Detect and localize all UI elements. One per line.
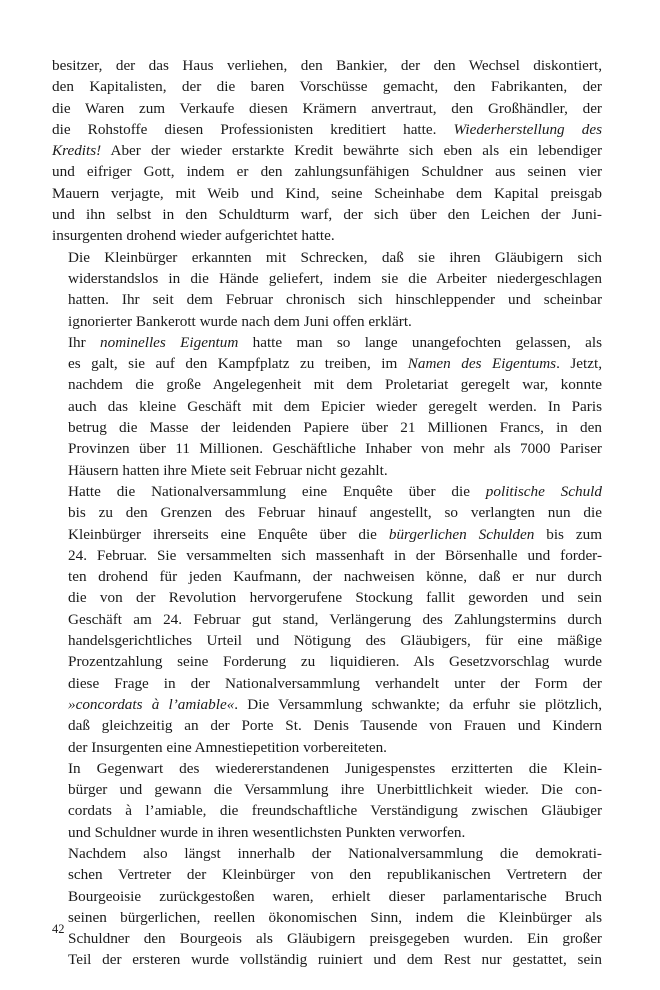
text-run: nachdem die große Angelegenheit mit dem Proletariat geregelt war, konnte bbox=[68, 376, 602, 394]
text-run: . Die Versammlung schwankte; da erfuhr sie plötzlich, bbox=[234, 695, 602, 713]
text-run: den Kapitalisten, der die baren Vorschüsse gemacht, den Fabrikanten, der bbox=[52, 78, 602, 96]
text-line bbox=[52, 864, 602, 885]
text-line bbox=[52, 289, 602, 310]
text-line bbox=[52, 822, 602, 843]
text-run: Teil der ersteren wurde vollständig ruiniert und dem Rest nur gestattet, sein bbox=[68, 951, 602, 969]
text-line bbox=[52, 843, 602, 864]
text-run: . Jetzt, bbox=[556, 355, 602, 373]
text-line bbox=[52, 204, 602, 225]
paragraph bbox=[52, 843, 602, 971]
text-line bbox=[52, 673, 602, 694]
text-run: Geschäft am 24. Februar gut stand, Verlängerung des Zahlungstermins durch bbox=[68, 610, 602, 628]
emphasis-text: bürgerlichen Schulden bbox=[388, 525, 535, 543]
text-run: ignorierter Bankerott wurde nach dem Juni offen erklärt. bbox=[68, 312, 412, 330]
text-line bbox=[52, 886, 602, 907]
emphasis-text: Kredits! bbox=[52, 142, 102, 160]
text-run: Hatte die Nationalversammlung eine Enquête über die bbox=[68, 482, 486, 500]
text-run: seinen bürgerlichen, reellen ökonomischen Sinn, indem die Kleinbürger als bbox=[68, 908, 602, 926]
paragraph bbox=[52, 758, 602, 843]
text-line bbox=[52, 949, 602, 970]
text-line bbox=[52, 119, 602, 140]
text-line bbox=[52, 630, 602, 651]
text-run: daß gleichzeitig an der Porte St. Denis Tausende von Frauen und Kindern bbox=[68, 717, 602, 735]
text-run: und ihn selbst in den Schuldturm warf, der sich über den Leichen der Juni- bbox=[52, 206, 602, 224]
text-run: hatte man so lange unangefochten gelassen, als bbox=[238, 333, 602, 351]
text-line bbox=[52, 247, 602, 268]
text-run: Kleinbürger ihrerseits eine Enquête über die bbox=[68, 525, 389, 543]
emphasis-text: Namen des Eigentums bbox=[407, 355, 557, 373]
text-line bbox=[52, 481, 602, 502]
text-line bbox=[52, 460, 602, 481]
paragraph bbox=[52, 332, 602, 481]
text-run: Die Kleinbürger erkannten mit Schrecken, daß sie ihren Gläubigern sich bbox=[68, 248, 602, 266]
text-run: Provinzen über 11 Millionen. Geschäftliche Inhaber von mehr als 7000 Pariser bbox=[68, 440, 602, 458]
text-run: bürger und gewann die Versammlung ihre Unerbittlichkeit wieder. Die con- bbox=[68, 781, 602, 799]
text-line bbox=[52, 566, 602, 587]
text-run: Nachdem also längst innerhalb der Nationalversammlung die demokrati- bbox=[68, 844, 602, 862]
text-line bbox=[52, 651, 602, 672]
text-run: besitzer, der das Haus verliehen, den Bankier, der den Wechsel diskontiert, bbox=[52, 57, 602, 74]
text-run: auch das kleine Geschäft mit dem Epicier wieder geregelt werden. In Paris bbox=[68, 397, 602, 415]
emphasis-text: Wiederherstellung des bbox=[453, 120, 603, 138]
text-run: widerstandslos in die Hände geliefert, indem sie die Arbeiter niedergeschlagen bbox=[68, 269, 602, 287]
text-run: Prozentzahlung seine Forderung zu liquidieren. Als Gesetzvorschlag wurde bbox=[68, 653, 602, 671]
text-line bbox=[52, 545, 602, 566]
text-run: bis zum bbox=[534, 525, 603, 543]
paragraph bbox=[52, 55, 602, 247]
emphasis-text: nominelles Eigentum bbox=[100, 333, 239, 351]
text-line bbox=[52, 502, 602, 523]
text-line bbox=[52, 268, 602, 289]
text-line bbox=[52, 737, 602, 758]
text-line bbox=[52, 98, 602, 119]
text-line bbox=[52, 715, 602, 736]
text-line bbox=[52, 587, 602, 608]
text-line bbox=[52, 311, 602, 332]
text-run: betrug die Masse der leidenden Papiere über 21 Millionen Francs, in den bbox=[68, 419, 602, 437]
emphasis-text: politische Schuld bbox=[485, 482, 602, 500]
text-line bbox=[52, 928, 602, 949]
paragraph bbox=[52, 481, 602, 758]
text-line bbox=[52, 417, 602, 438]
text-line bbox=[52, 800, 602, 821]
text-run: Schuldner den Bourgeois als Gläubigern preisgegeben wurden. Ein großer bbox=[68, 930, 602, 948]
text-run: die Waren zum Verkaufe diesen Krämern anvertraut, den Großhändler, der bbox=[52, 99, 602, 117]
text-run: und eifriger Gott, indem er den zahlungsunfähigen Schuldner aus seinen vier bbox=[52, 163, 602, 181]
text-line bbox=[52, 225, 602, 246]
text-line bbox=[52, 758, 602, 779]
text-run: insurgenten drohend wieder aufgerichtet hatte. bbox=[52, 227, 335, 245]
text-run: und Schuldner wurde in ihren wesentlichsten Punkten verworfen. bbox=[68, 823, 466, 841]
text-line bbox=[52, 353, 602, 374]
text-line bbox=[52, 779, 602, 800]
body-text bbox=[52, 55, 602, 971]
text-run: 24. Februar. Sie versammelten sich massenhaft in der Börsenhalle und forder- bbox=[68, 546, 602, 564]
text-line bbox=[52, 907, 602, 928]
text-run: Bourgeoisie zurückgestoßen waren, erhielt dieser parlamentarische Bruch bbox=[68, 887, 602, 905]
text-run: die Rohstoffe diesen Professionisten kreditiert hatte. bbox=[52, 120, 454, 138]
text-run: bis zu den Grenzen des Februar hinauf angestellt, so verlangten nun die bbox=[68, 504, 602, 522]
page-number: 42 bbox=[52, 922, 65, 936]
text-run: diese Frage in der Nationalversammlung verhandelt unter der Form der bbox=[68, 674, 602, 692]
text-line bbox=[52, 396, 602, 417]
paragraph bbox=[52, 247, 602, 332]
text-run: cordats à l’amiable, die freundschaftliche Verständigung zwischen Gläubiger bbox=[68, 802, 602, 820]
text-line bbox=[52, 694, 602, 715]
text-run: der Insurgenten eine Amnestiepetition vorbereiteten. bbox=[68, 738, 387, 756]
text-line bbox=[52, 55, 602, 76]
emphasis-text: »concordats à l’amiable« bbox=[68, 695, 235, 713]
text-run: es galt, sie auf den Kampfplatz zu treiben, im bbox=[68, 355, 408, 373]
text-line bbox=[52, 140, 602, 161]
text-line bbox=[52, 332, 602, 353]
text-run: In Gegenwart des wiedererstandenen Junigespenstes erzitterten die Klein- bbox=[68, 759, 602, 777]
text-run: hatten. Ihr seit dem Februar chronisch sich hinschleppender und scheinbar bbox=[68, 291, 602, 309]
text-run: Ihr bbox=[68, 333, 101, 351]
text-line bbox=[52, 161, 602, 182]
text-run: handelsgerichtliches Urteil und Nötigung des Gläubigers, für eine mäßige bbox=[68, 632, 602, 650]
text-run: Häusern hatten ihre Miete seit Februar nicht gezahlt. bbox=[68, 461, 388, 479]
text-run: Mauern verjagte, mit Weib und Kind, seine Scheinhabe dem Kapital preisgab bbox=[52, 184, 602, 202]
text-run: ten drohend für jeden Kaufmann, der nachweisen könne, daß er nur durch bbox=[68, 568, 602, 586]
text-line bbox=[52, 438, 602, 459]
text-run: Aber der wieder erstarkte Kredit bewährte sich eben als ein lebendiger bbox=[101, 142, 602, 160]
text-run: die von der Revolution hervorgerufene Stockung fallit geworden und sein bbox=[68, 589, 602, 607]
text-line bbox=[52, 374, 602, 395]
text-run: schen Vertreter der Kleinbürger von den republikanischen Vertretern der bbox=[68, 866, 602, 884]
text-line bbox=[52, 76, 602, 97]
text-line bbox=[52, 609, 602, 630]
text-line bbox=[52, 524, 602, 545]
text-line bbox=[52, 183, 602, 204]
